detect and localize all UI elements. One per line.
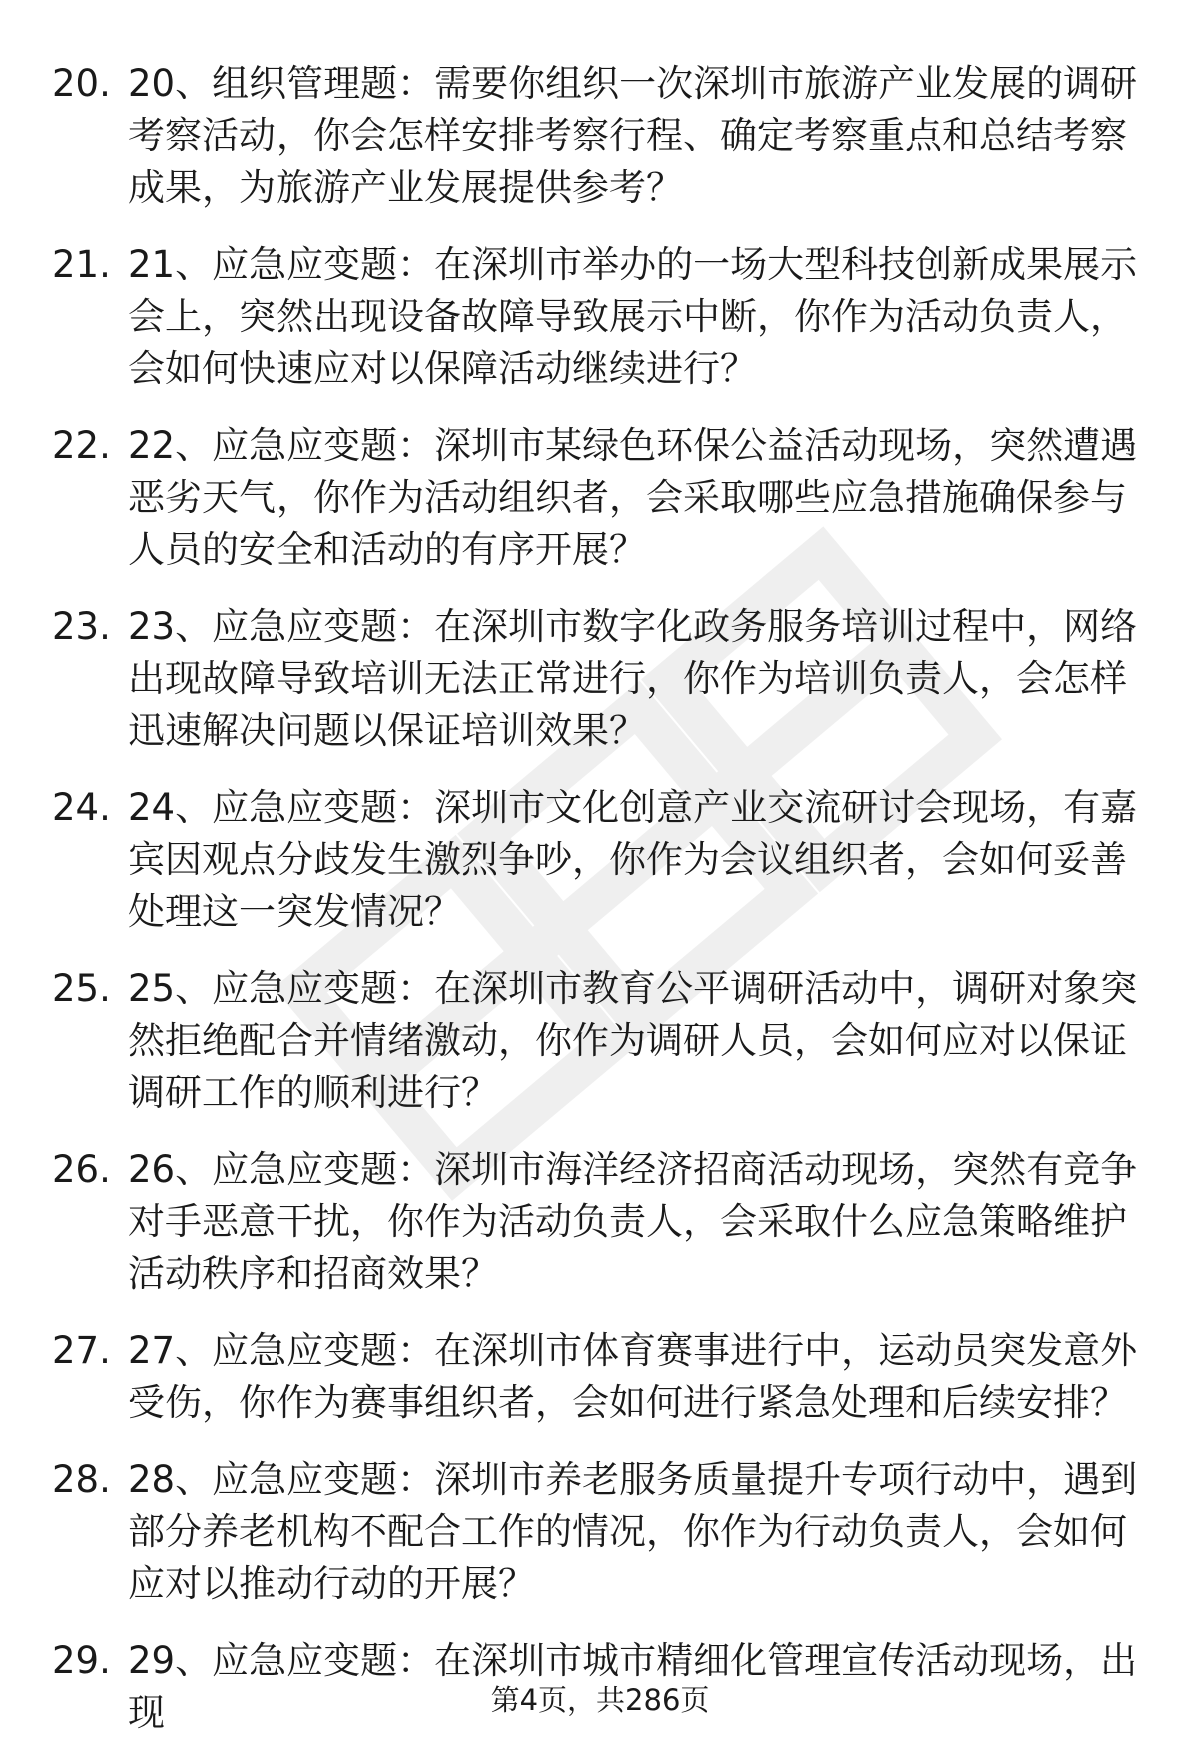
question-number: 28. <box>52 1458 111 1501</box>
question-number: 29. <box>52 1639 111 1682</box>
question-text: 23、应急应变题：在深圳市数字化政务服务培训过程中，网络出现故障导致培训无法正常进行，你作为培训负责人，会怎样迅速解决问题以保证培训效果？ <box>128 605 1138 752</box>
page-number-footer: 第4页，共286页 <box>490 1683 710 1717</box>
list-item <box>52 1144 1162 1300</box>
question-text: 22、应急应变题：深圳市某绿色环保公益活动现场，突然遭遇恶劣天气，你作为活动组织者，会采取哪些应急措施确保参与人员的安全和活动的有序开展？ <box>128 424 1138 571</box>
list-item <box>52 420 1162 576</box>
question-list <box>52 58 1162 1764</box>
question-text: 27、应急应变题：在深圳市体育赛事进行中，运动员突发意外受伤，你作为赛事组织者，会如何进行紧急处理和后续安排？ <box>128 1329 1138 1424</box>
list-item <box>52 782 1162 938</box>
question-text: 29、应急应变题：在深圳市城市精细化管理宣传活动现场，出现 <box>128 1639 1138 1734</box>
question-text: 28、应急应变题：深圳市养老服务质量提升专项行动中，遇到部分养老机构不配合工作的情况，你作为行动负责人，会如何应对以推动行动的开展？ <box>128 1458 1138 1605</box>
question-text: 26、应急应变题：深圳市海洋经济招商活动现场，突然有竞争对手恶意干扰，你作为活动负责人，会采取什么应急策略维护活动秩序和招商效果？ <box>128 1148 1138 1295</box>
list-item <box>52 601 1162 757</box>
question-number: 23. <box>52 605 111 648</box>
question-number: 27. <box>52 1329 111 1372</box>
question-number: 20. <box>52 62 111 105</box>
question-number: 21. <box>52 243 111 286</box>
question-text: 20、组织管理题：需要你组织一次深圳市旅游产业发展的调研考察活动，你会怎样安排考察行程、确定考察重点和总结考察成果，为旅游产业发展提供参考？ <box>128 62 1138 209</box>
list-item <box>52 58 1162 214</box>
question-number: 24. <box>52 786 111 829</box>
question-number: 25. <box>52 967 111 1010</box>
question-number: 22. <box>52 424 111 467</box>
list-item <box>52 1454 1162 1610</box>
question-number: 26. <box>52 1148 111 1191</box>
question-text: 25、应急应变题：在深圳市教育公平调研活动中，调研对象突然拒绝配合并情绪激动，你作为调研人员，会如何应对以保证调研工作的顺利进行？ <box>128 967 1138 1114</box>
list-item <box>52 963 1162 1119</box>
list-item <box>52 239 1162 395</box>
question-text: 21、应急应变题：在深圳市举办的一场大型科技创新成果展示会上，突然出现设备故障导致展示中断，你作为活动负责人，会如何快速应对以保障活动继续进行？ <box>128 243 1138 390</box>
question-text: 24、应急应变题：深圳市文化创意产业交流研讨会现场，有嘉宾因观点分歧发生激烈争吵，你作为会议组织者，会如何妥善处理这一突发情况？ <box>128 786 1138 933</box>
list-item <box>52 1325 1162 1429</box>
